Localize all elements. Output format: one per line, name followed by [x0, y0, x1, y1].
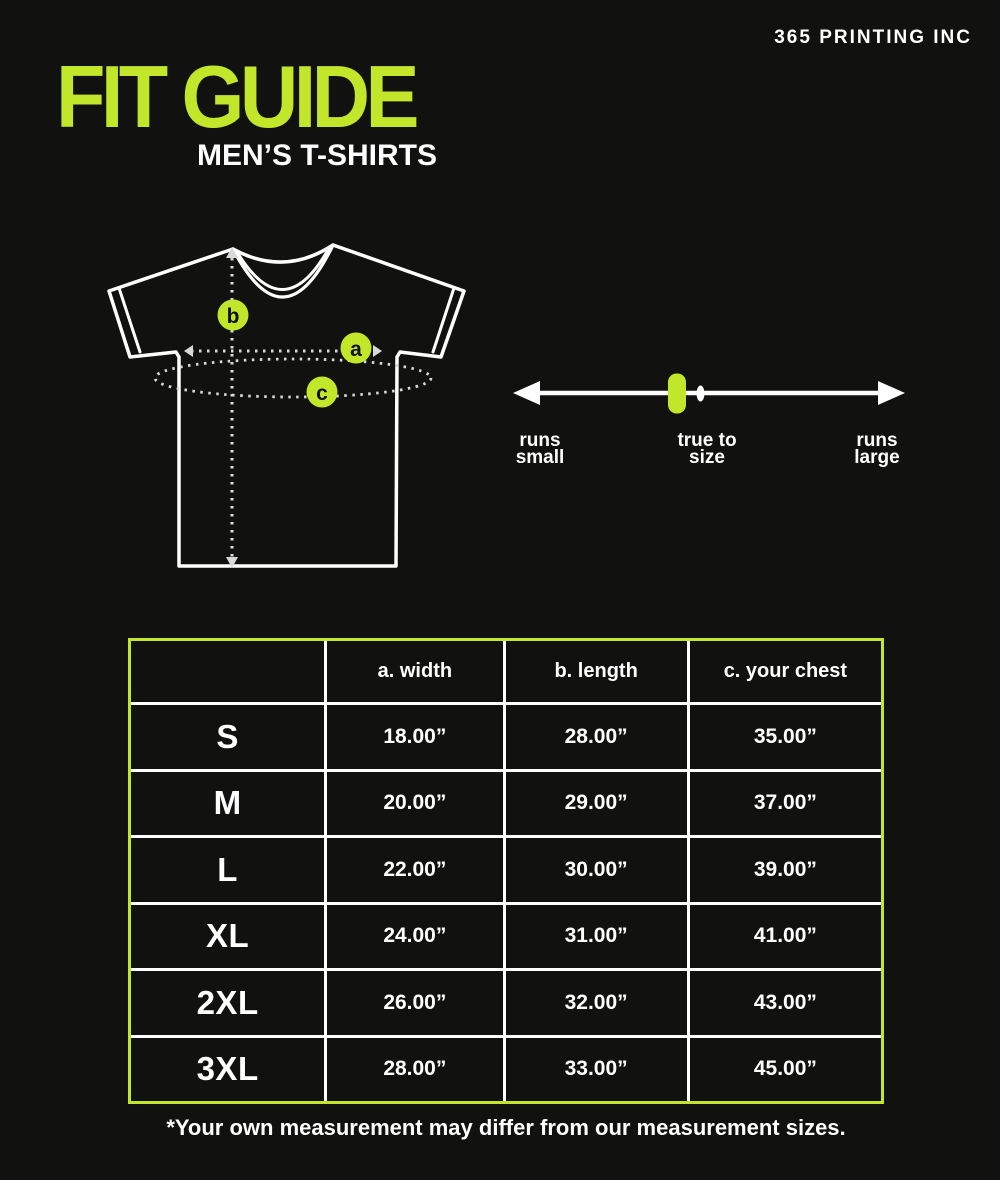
scale-label-line: runs [856, 430, 898, 451]
length-cell: 28.00” [506, 705, 687, 769]
scale-label-line: size [689, 447, 725, 468]
length-cell: 31.00” [506, 905, 687, 969]
footnote: *Your own measurement may differ from our measurement sizes. [166, 1115, 846, 1140]
size-cell: 3XL [131, 1038, 324, 1102]
width-cell: 20.00” [327, 772, 502, 836]
size-cell: 2XL [131, 971, 324, 1035]
header-cell-width: a. width [327, 641, 502, 702]
scale-label-true-to-size [647, 432, 767, 466]
length-cell: 30.00” [506, 838, 687, 902]
header-cell-chest: c. your chest [690, 641, 881, 702]
scale-label-runs-small [512, 432, 568, 466]
length-cell: 32.00” [506, 971, 687, 1035]
header-cell-length: b. length [506, 641, 687, 702]
scale-arrow-left-icon [513, 381, 540, 405]
chest-cell: 43.00” [690, 971, 881, 1035]
width-cell: 24.00” [327, 905, 502, 969]
arrow-right-icon [373, 345, 382, 357]
width-cell: 26.00” [327, 971, 502, 1035]
chest-cell: 41.00” [690, 905, 881, 969]
scale-label-line: true to [677, 430, 737, 451]
scale-center-dot [697, 386, 705, 402]
marker-b-label: b [226, 305, 240, 328]
chest-cell: 45.00” [690, 1038, 881, 1102]
length-cell: 33.00” [506, 1038, 687, 1102]
brand-text: 365 PRINTING INC [774, 27, 972, 48]
tshirt-diagram [95, 235, 475, 580]
size-cell: XL [131, 905, 324, 969]
chest-cell: 39.00” [690, 838, 881, 902]
marker-a-label: a [350, 338, 362, 361]
tshirt-outline [109, 245, 464, 566]
marker-c-label: c [316, 382, 328, 405]
width-cell: 28.00” [327, 1038, 502, 1102]
scale-indicator [668, 374, 686, 414]
width-cell: 18.00” [327, 705, 502, 769]
right-cuff-seam [433, 288, 454, 352]
scale-label-line: large [854, 447, 900, 468]
size-table [128, 638, 884, 1104]
arrow-left-icon [184, 345, 193, 357]
scale-label-line: runs [519, 430, 561, 451]
header-cell-empty [131, 641, 324, 702]
page-title: FIT GUIDE [56, 47, 415, 146]
chest-measurement-ellipse [155, 359, 431, 397]
scale-arrow-right-icon [878, 381, 905, 405]
size-cell: L [131, 838, 324, 902]
length-cell: 29.00” [506, 772, 687, 836]
scale-label-line: small [515, 447, 565, 468]
page-subtitle: MEN’S T-SHIRTS [196, 139, 437, 172]
scale-label-runs-large [843, 432, 911, 466]
chest-cell: 35.00” [690, 705, 881, 769]
left-cuff-seam [119, 288, 140, 352]
width-cell: 22.00” [327, 838, 502, 902]
fit-scale [505, 365, 915, 420]
chest-cell: 37.00” [690, 772, 881, 836]
size-cell: M [131, 772, 324, 836]
size-cell: S [131, 705, 324, 769]
